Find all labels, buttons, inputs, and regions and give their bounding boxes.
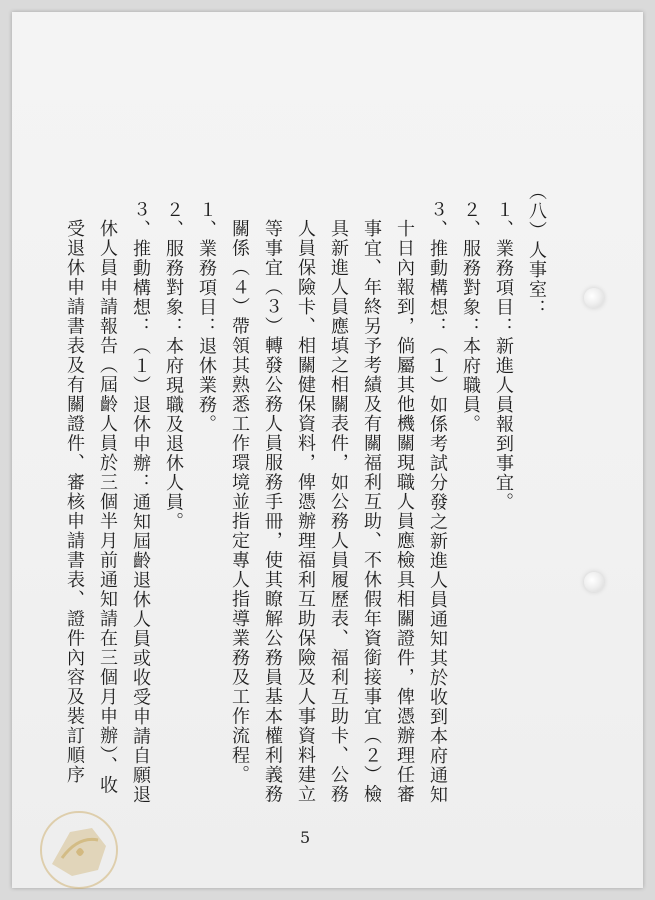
text-line: 關係（４）帶領其熟悉工作環境並指定專人指導業務及工作流程。 — [229, 219, 250, 785]
text-line: 受退休申請書表及有關證件、審核申請書表、證件內容及裝訂順序 — [64, 219, 85, 785]
archive-watermark-icon — [32, 802, 127, 897]
page-number: 5 — [300, 828, 311, 847]
section-heading: （八）人事室： — [526, 182, 547, 319]
text-line: 等事宜（３）轉發公務人員服務手冊，使其瞭解公務員基本權利義務 — [262, 219, 283, 804]
text-line: ３、推動構想：（１）如係考試分發之新進人員通知其於收到本府通知 — [427, 200, 448, 805]
text-line: １、業務項目：新進人員報到事宜。 — [493, 200, 514, 512]
document-page — [12, 12, 643, 888]
text-line: 具新進人員應填之相關表件，如公務人員履歷表、福利互助卡、公務 — [328, 219, 349, 804]
text-line: 十日內報到，倘屬其他機關現職人員應檢具相關證件，俾憑辦理任審 — [394, 219, 415, 804]
binding-hole-bottom — [584, 572, 604, 592]
text-line: ３、推動構想：（１）退休申辦：通知屆齡退休人員或收受申請自願退 — [130, 200, 151, 805]
text-line: 休人員申請報告（屆齡人員於三個半月前通知請在三個月申辦）、收 — [97, 219, 118, 795]
text-line: 人員保險卡、相關健保資料，俾憑辦理福利互助保險及人事資料建立 — [295, 219, 316, 804]
binding-hole-top — [584, 288, 604, 308]
text-line: １、業務項目：退休業務。 — [196, 200, 217, 434]
text-line: ２、服務對象：本府職員。 — [460, 200, 481, 434]
text-line: 事宜、年終另予考績及有關福利互助、不休假年資銜接事宜（２）檢 — [361, 219, 382, 804]
vertical-text-block — [58, 182, 553, 822]
text-line: ２、服務對象：本府現職及退休人員。 — [163, 200, 184, 532]
